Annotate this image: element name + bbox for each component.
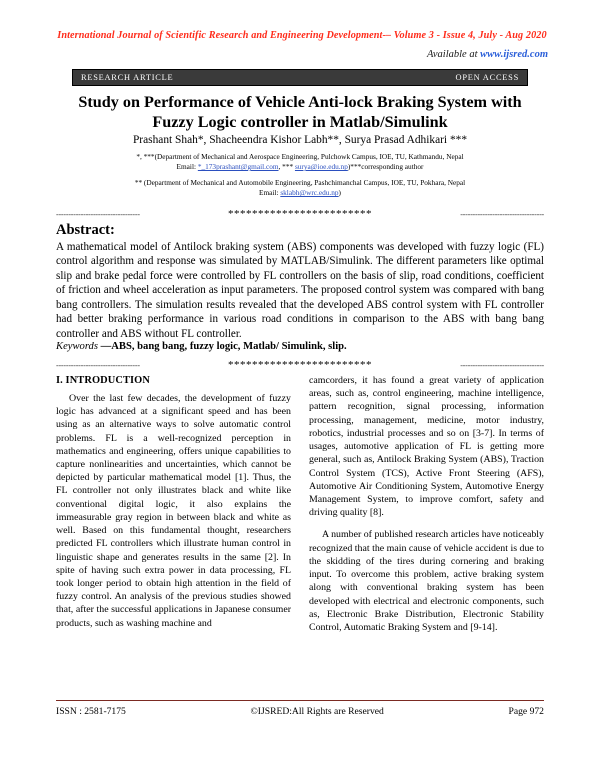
- footer-divider: [56, 700, 544, 701]
- journal-website-link[interactable]: www.ijsred.com: [480, 49, 548, 60]
- article-access-bar: [72, 69, 528, 86]
- separator-asterisks: ************************: [228, 208, 372, 220]
- available-at-label: Available at: [427, 49, 481, 60]
- abstract-text: A mathematical model of Antilock braking system (ABS) components was developed with fuzzy logic (FL) control algorithm and response was simulated by MATLAB/Simulink. The different parameters like optimal slip and brake pedal force were controlled by FL controllers on the basis of slip, road conditions, coefficient of friction and wheel acceleration as input parameters. The proposed control system was compared with bang bang controllers. The simulation results revealed that the developed ABS control system with FL controller had better braking performance in various road conditions in comparison to the ABS with bang bang controller and ABS without FL controller.: [56, 241, 544, 340]
- research-article-label: RESEARCH ARTICLE: [81, 73, 174, 82]
- email-link-sklabh[interactable]: sklabh@wrc.edu.np: [280, 188, 339, 198]
- journal-header-line: International Journal of Scientific Research and Engineering Development-– Volume 3 - Issue 4, July - Aug 2020: [57, 30, 547, 41]
- separator-dashes-right: ----------------------------------: [460, 209, 544, 219]
- affiliation-1-text: *, ***(Department of Mechanical and Aerospace Engineering, Pulchowk Campus, IOE, TU, Kathmandu, Nepal: [136, 152, 464, 161]
- abstract-heading: Abstract:: [56, 222, 115, 238]
- email-close-paren: ): [338, 188, 341, 198]
- email-label: Email:: [176, 162, 198, 172]
- affiliation-1-email-line: [56, 162, 544, 172]
- corresponding-author-note: )***corresponding author: [347, 162, 424, 172]
- section-separator-bottom: [56, 358, 544, 372]
- email-link-prashant[interactable]: *_173prashant@gmail.com: [197, 162, 279, 172]
- issn-label: ISSN : 2581-7175: [56, 706, 126, 717]
- keywords-line: [56, 341, 544, 352]
- keywords-label: Keywords: [56, 341, 101, 352]
- separator-asterisks: ************************: [228, 359, 372, 371]
- email-label: Email:: [259, 188, 281, 198]
- available-at-line: [427, 49, 548, 60]
- right-column: [309, 374, 544, 694]
- author-list: Prashant Shah*, Shacheendra Kishor Labh**, Surya Prasad Adhikari ***: [132, 134, 468, 146]
- page-footer: [56, 706, 544, 717]
- email-link-surya[interactable]: surya@ioe.edu.np: [294, 162, 348, 172]
- page-number-label: Page 972: [508, 706, 544, 717]
- separator-dashes-right: ----------------------------------: [460, 360, 544, 370]
- affiliation-2-email-line: [56, 188, 544, 198]
- paragraph: Over the last few decades, the development of fuzzy logic has advanced at a significant speed and has been using as an alternative ways to solve automatic control problems. FL is a well-recognized perception in mathematics and engineering, offers unique capabilities to capture nonlinearities and uncertainties, which cannot be depicted by particular mathematical model [1]. Thus, the FL controller not only illustrates black and white like conventional digital logic, it also explains the immeasurable gray region in between black and white as well. Based on this fundamental thought, researchers predicted FL controllers which illustrate human control in linguistic shape and generates results in the same [2]. In spite of having such extra power in data processing, FL took longer period to obtain high attention in the field of fuzzy control. An analysis of the previous studies showed that, after the successful applications in Japanese consumer products, such as washing machine and: [56, 392, 291, 629]
- section-separator-top: [56, 207, 544, 221]
- copyright-label: ©IJSRED:All Rights are Reserved: [250, 706, 384, 717]
- affiliation-block-1: [56, 152, 544, 172]
- left-column: [56, 374, 291, 694]
- separator-dashes-left: ----------------------------------: [56, 360, 140, 370]
- page-title: Study on Performance of Vehicle Anti-lock Braking System with Fuzzy Logic controller in Matlab/Simulink: [78, 93, 522, 132]
- section-heading-introduction: I. INTRODUCTION: [56, 375, 150, 386]
- affiliation-block-2: [56, 178, 544, 198]
- paragraph: A number of published research articles have noticeably recognized that the main cause of vehicle accident is due to the skidding of the tires during cornering and braking input. To overcome this problem, active braking system along with conventional braking system has been developed with electrical and electronic components, such as, Electronic Brake Distribution, Electronic Stability Control, Automatic Braking System and [9-14].: [309, 529, 544, 633]
- body-columns: [56, 374, 544, 694]
- paragraph: camcorders, it has found a great variety of application areas, such as, control engineering, machine intelligence, pattern recognition, signal processing, information processing, management, medicine, motor industry, robotics, industrial processes and so on [3-7]. In terms of usages, automotive application of FL is getting more general, such as, Antilock Braking System (ABS), Traction Control System (TCS), Active Front Steering (AFS), Automotive Air Conditioning System, Automotive Energy Management System, to improve comfort, safety and driving quality [8].: [309, 375, 544, 519]
- keywords-list: —ABS, bang bang, fuzzy logic, Matlab/ Simulink, slip.: [100, 341, 347, 352]
- separator-dashes-left: ----------------------------------: [56, 209, 140, 219]
- affiliation-2-text: ** (Department of Mechanical and Automobile Engineering, Pashchimanchal Campus, IOE, TU, Pokhara, Nepal: [134, 178, 466, 187]
- open-access-label: OPEN ACCESS: [455, 73, 519, 82]
- email-separator: , ***: [278, 162, 295, 172]
